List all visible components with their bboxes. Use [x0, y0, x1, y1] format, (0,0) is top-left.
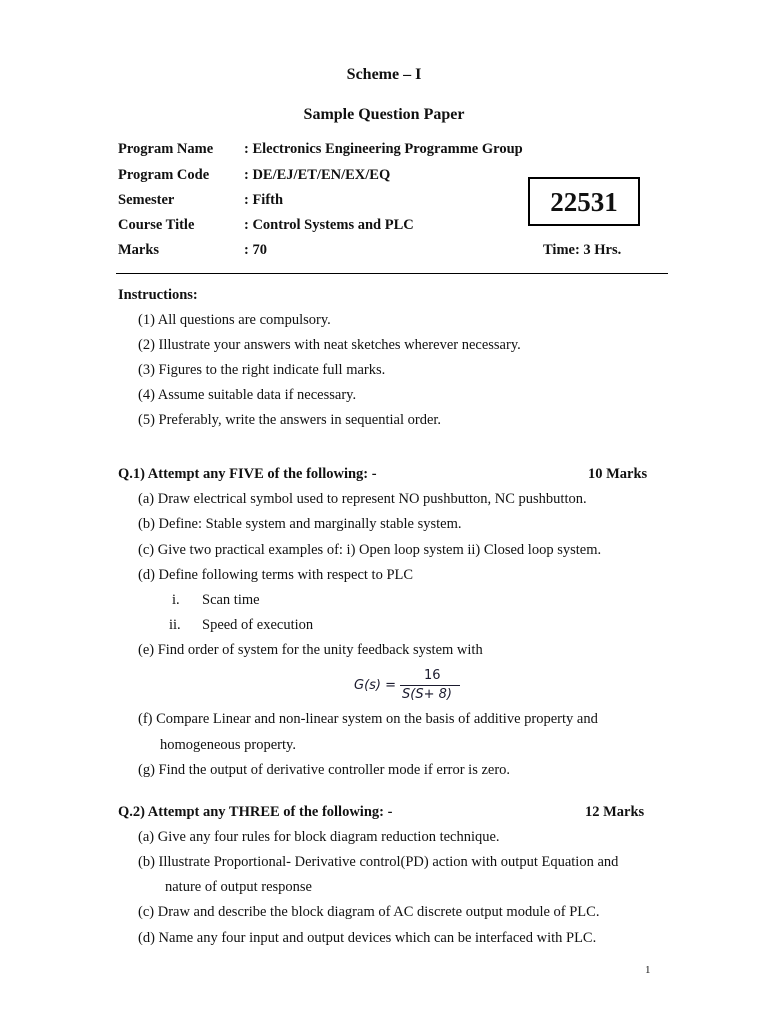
program-name-label: Program Name	[118, 141, 214, 157]
q1-item-g: (g) Find the output of derivative controller mode if error is zero.	[138, 762, 511, 778]
instruction-item: (3) Figures to the right indicate full marks.	[138, 362, 386, 378]
q2-item-b: (b) Illustrate Proportional- Derivative control(PD) action with output Equation and	[138, 854, 619, 870]
formula-lhs: G(s) =	[354, 678, 397, 693]
q1-d-sub-number: ii.	[169, 617, 181, 633]
q1-d-sub-number: i.	[172, 592, 180, 608]
page-number: 1	[645, 964, 651, 976]
marks-value: : 70	[244, 242, 267, 258]
q2-item-a: (a) Give any four rules for block diagram reduction technique.	[138, 829, 500, 845]
formula-denominator: S(S+ 8)	[402, 687, 452, 702]
q1-heading: Q.1) Attempt any FIVE of the following: -	[118, 466, 377, 482]
instruction-item: (4) Assume suitable data if necessary.	[138, 387, 357, 403]
time-label: Time: 3 Hrs.	[543, 242, 622, 258]
page-title: Sample Question Paper	[303, 106, 465, 123]
q1-item-f-continued: homogeneous property.	[160, 737, 296, 753]
q1-item-e: (e) Find order of system for the unity feedback system with	[138, 642, 483, 658]
formula-numerator: 16	[424, 668, 441, 683]
q1-item-f: (f) Compare Linear and non-linear system on the basis of additive property and	[138, 711, 598, 727]
formula-fraction-bar	[400, 685, 460, 686]
q1-item-c: (c) Give two practical examples of: i) Open loop system ii) Closed loop system.	[138, 542, 602, 558]
marks-label: Marks	[118, 242, 160, 258]
q2-item-d: (d) Name any four input and output devices which can be interfaced with PLC.	[138, 930, 597, 946]
q1-item-b: (b) Define: Stable system and marginally stable system.	[138, 516, 462, 532]
program-name-value: : Electronics Engineering Programme Group	[244, 141, 523, 157]
course-code-box: 22531	[528, 177, 640, 226]
program-code-value: : DE/EJ/ET/EN/EX/EQ	[244, 167, 391, 183]
q2-heading: Q.2) Attempt any THREE of the following: -	[118, 804, 393, 820]
header-divider	[116, 273, 668, 274]
q1-marks: 10 Marks	[588, 466, 648, 482]
course-title-value: : Control Systems and PLC	[244, 217, 414, 233]
instructions-heading: Instructions:	[118, 287, 198, 303]
course-title-label: Course Title	[118, 217, 195, 233]
transfer-function-formula	[354, 668, 474, 708]
program-code-label: Program Code	[118, 167, 210, 183]
instruction-item: (1) All questions are compulsory.	[138, 312, 331, 328]
q1-item-d: (d) Define following terms with respect to PLC	[138, 567, 414, 583]
instruction-item: (2) Illustrate your answers with neat sketches wherever necessary.	[138, 337, 521, 353]
q2-item-b-continued: nature of output response	[165, 879, 312, 895]
semester-label: Semester	[118, 192, 175, 208]
q1-d-sub-item: Speed of execution	[202, 617, 314, 633]
q2-item-c: (c) Draw and describe the block diagram of AC discrete output module of PLC.	[138, 904, 600, 920]
instruction-item: (5) Preferably, write the answers in sequential order.	[138, 412, 442, 428]
q2-marks: 12 Marks	[585, 804, 645, 820]
q1-d-sub-item: Scan time	[202, 592, 260, 608]
semester-value: : Fifth	[244, 192, 284, 208]
scheme-label: Scheme – I	[346, 66, 422, 83]
q1-item-a: (a) Draw electrical symbol used to represent NO pushbutton, NC pushbutton.	[138, 491, 587, 507]
